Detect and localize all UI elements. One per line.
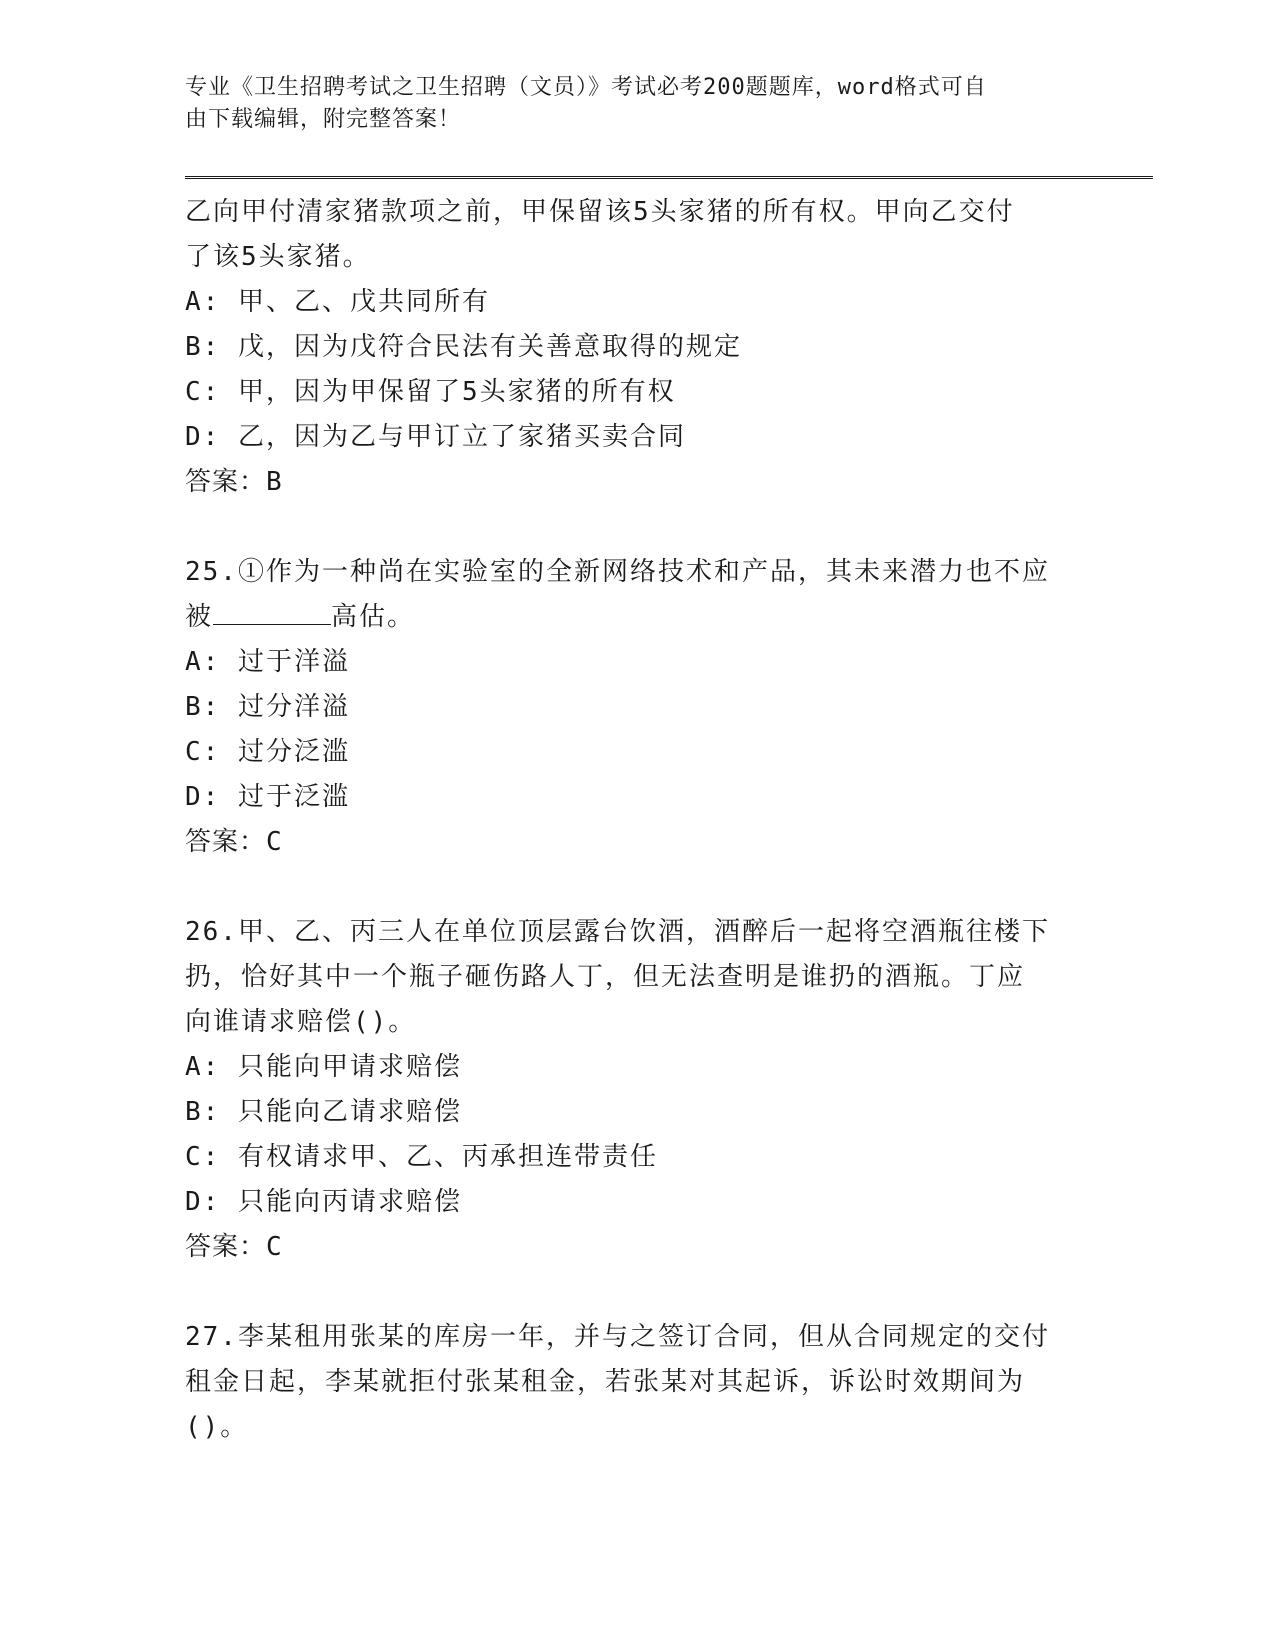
option-a: A: 过于洋溢 bbox=[185, 647, 350, 677]
question-stem-line: 26.甲、乙、丙三人在单位顶层露台饮酒，酒醉后一起将空酒瓶往楼下 bbox=[185, 917, 1050, 947]
option-a: A: 只能向甲请求赔偿 bbox=[185, 1052, 462, 1082]
option-c: C: 甲，因为甲保留了5头家猪的所有权 bbox=[185, 377, 676, 407]
option-a: A: 甲、乙、戊共同所有 bbox=[185, 287, 490, 317]
document-body bbox=[185, 190, 1085, 1450]
question-stem-line: ()。 bbox=[185, 1412, 249, 1442]
answer-line: 答案：C bbox=[185, 827, 283, 857]
question-stem-line: 25.①作为一种尚在实验室的全新网络技术和产品，其未来潜力也不应 bbox=[185, 557, 1050, 587]
question-stem-line: 乙向甲付清家猪款项之前，甲保留该5头家猪的所有权。甲向乙交付 bbox=[185, 197, 1015, 227]
header-line-1: 专业《卫生招聘考试之卫生招聘（文员）》考试必考200题题库，word格式可自 bbox=[185, 75, 987, 100]
question-25 bbox=[185, 550, 1085, 865]
question-stem-line: 了该5头家猪。 bbox=[185, 242, 371, 272]
header-line-2: 由下载编辑，附完整答案！ bbox=[185, 107, 462, 132]
answer-line: 答案：B bbox=[185, 467, 283, 497]
option-d: D: 乙，因为乙与甲订立了家猪买卖合同 bbox=[185, 422, 686, 452]
question-stem-line: 扔，恰好其中一个瓶子砸伤路人丁，但无法查明是谁扔的酒瓶。丁应 bbox=[185, 962, 1026, 992]
option-c: C: 过分泛滥 bbox=[185, 737, 350, 767]
answer-line: 答案：C bbox=[185, 1232, 283, 1262]
question-stem-line: 向谁请求赔偿()。 bbox=[185, 1007, 417, 1037]
question-27 bbox=[185, 1315, 1085, 1450]
question-stem-line: 租金日起，李某就拒付张某租金，若张某对其起诉，诉讼时效期间为 bbox=[185, 1367, 1026, 1397]
fill-in-blank bbox=[213, 623, 331, 625]
document-header bbox=[185, 72, 1065, 136]
question-stem-line: 27.李某租用张某的库房一年，并与之签订合同，但从合同规定的交付 bbox=[185, 1322, 1050, 1352]
header-divider bbox=[185, 176, 1153, 182]
question-stem-line bbox=[185, 595, 1085, 640]
option-b: B: 戊，因为戊符合民法有关善意取得的规定 bbox=[185, 332, 742, 362]
option-c: C: 有权请求甲、乙、丙承担连带责任 bbox=[185, 1142, 658, 1172]
option-b: B: 过分洋溢 bbox=[185, 692, 350, 722]
stem-text: 高估。 bbox=[331, 602, 416, 632]
option-d: D: 过于泛滥 bbox=[185, 782, 350, 812]
stem-text: 被 bbox=[185, 602, 214, 632]
option-d: D: 只能向丙请求赔偿 bbox=[185, 1187, 462, 1217]
question-26 bbox=[185, 910, 1085, 1270]
question-24-continuation bbox=[185, 190, 1085, 505]
option-b: B: 只能向乙请求赔偿 bbox=[185, 1097, 462, 1127]
